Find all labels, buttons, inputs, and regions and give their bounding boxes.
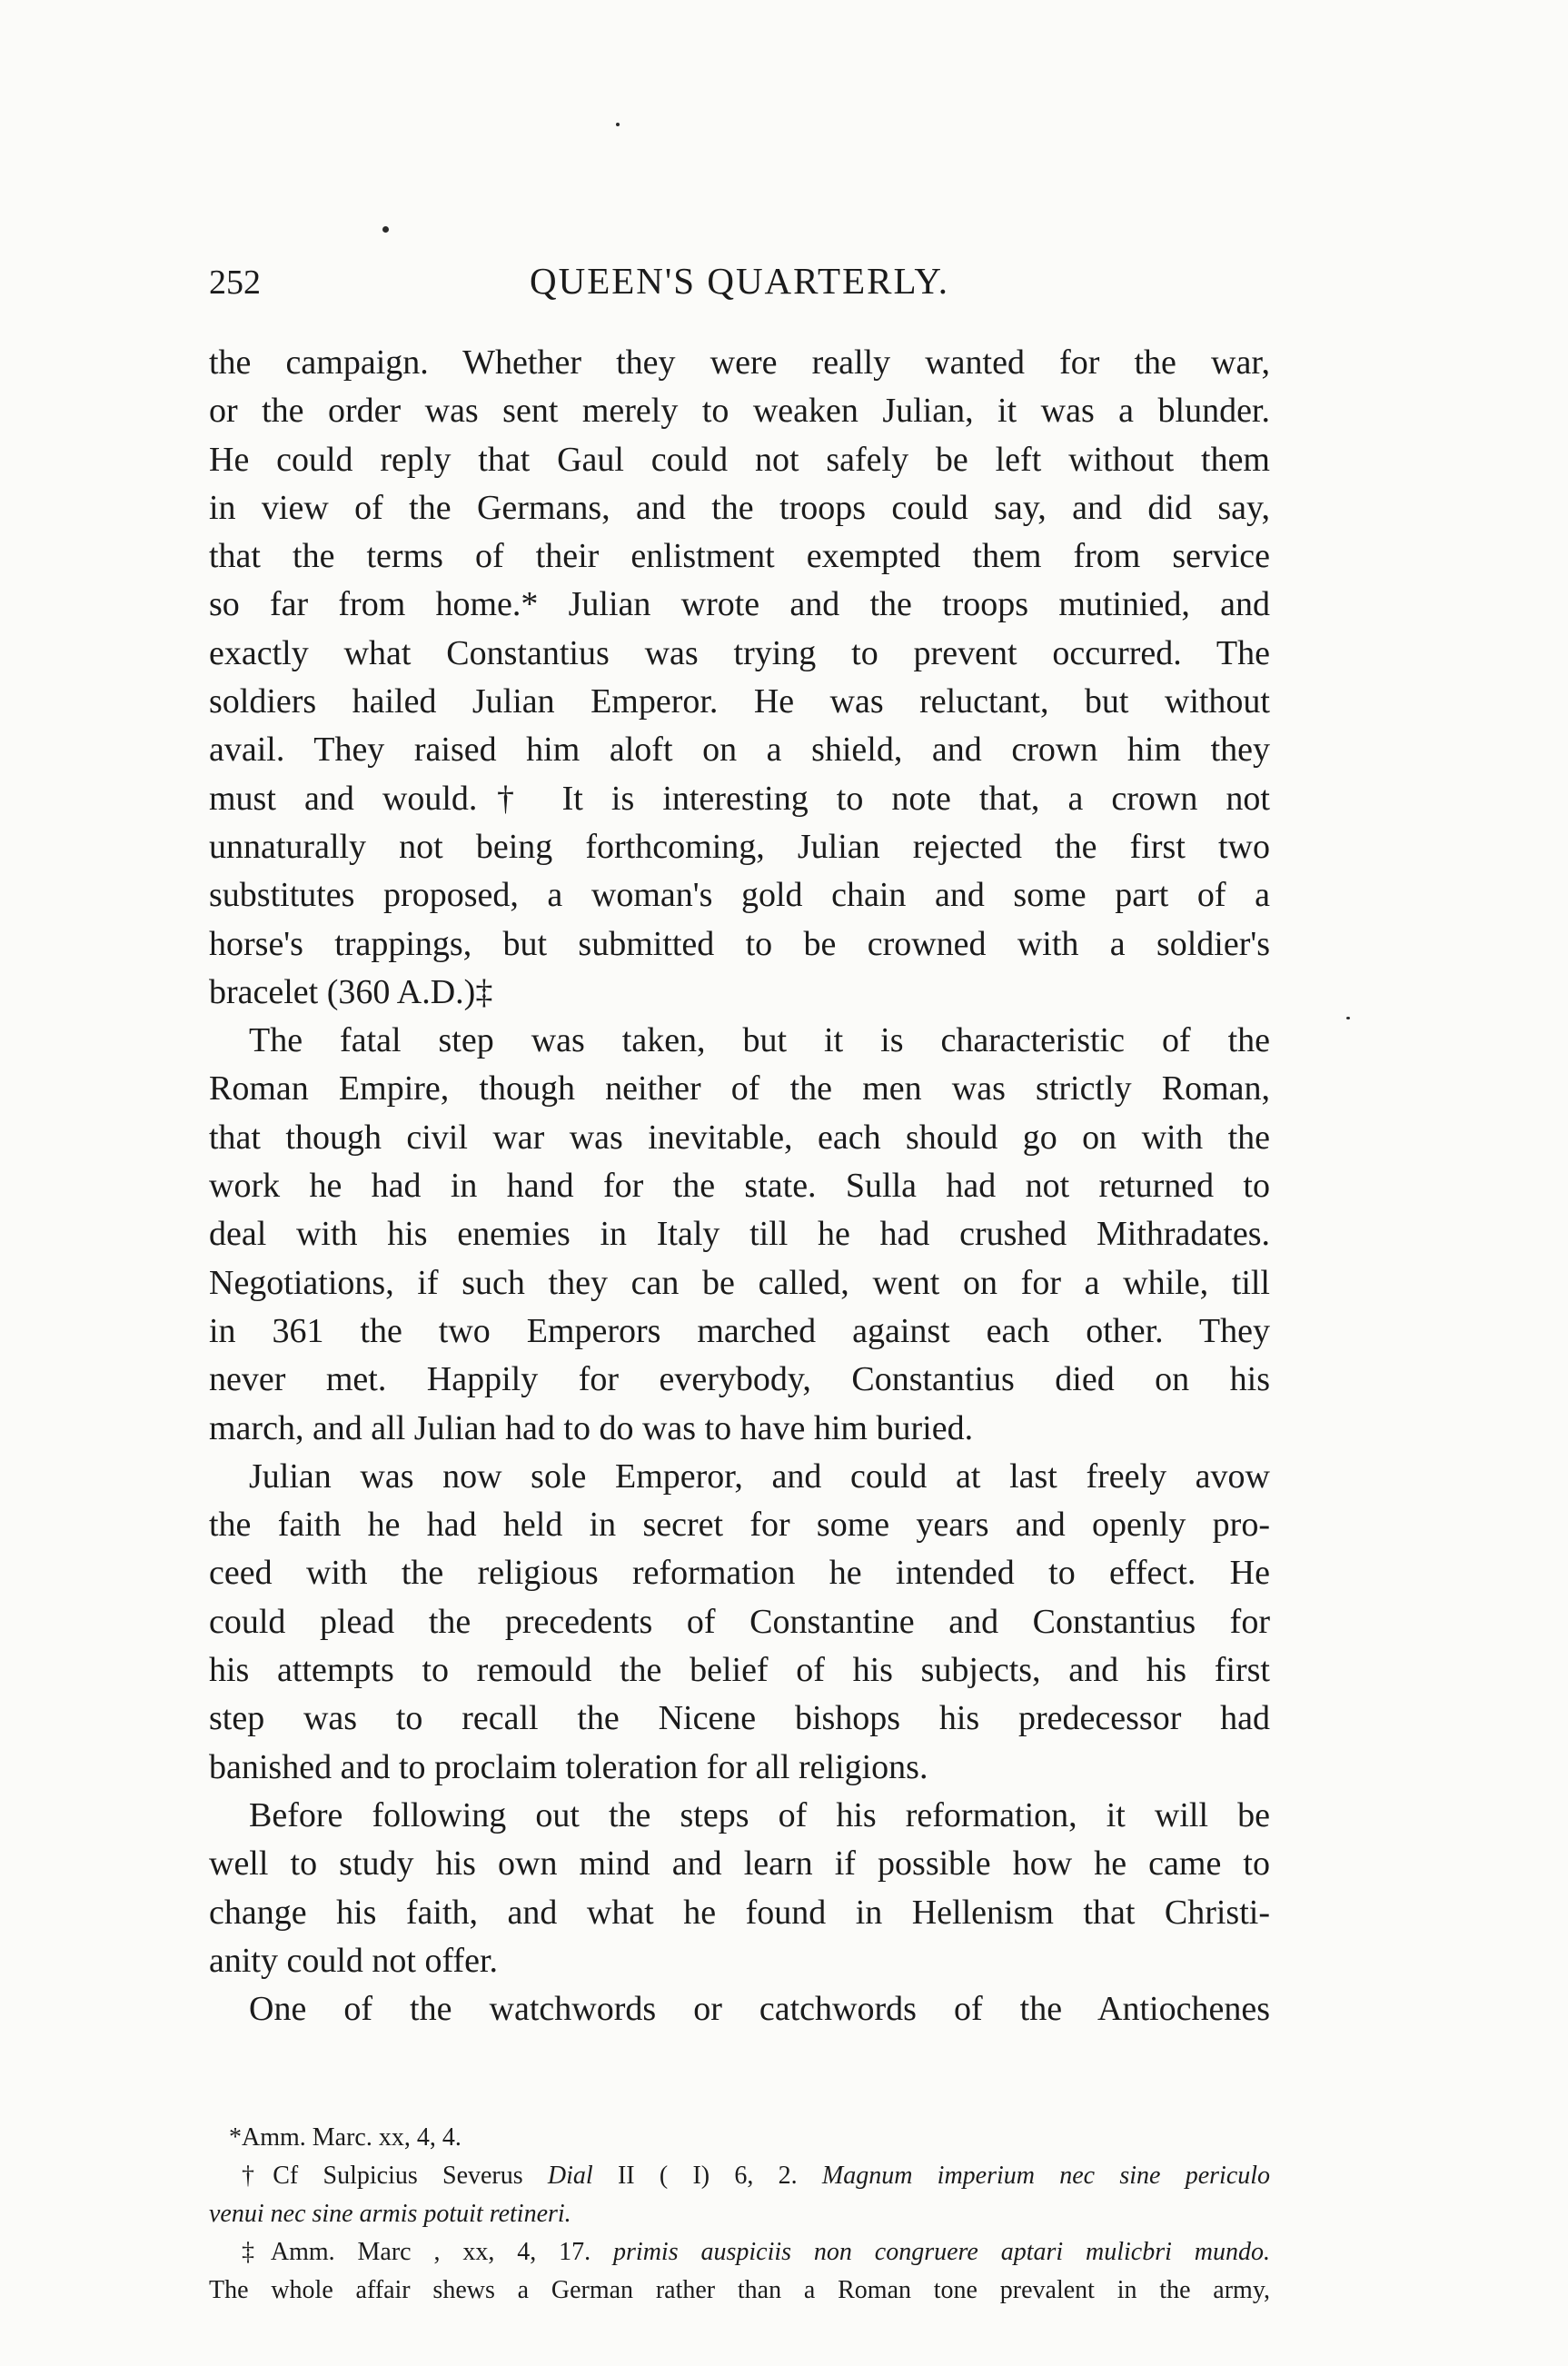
- text-line: He could reply that Gaul could not safely be left without them: [209, 440, 1270, 479]
- text-line: work he had in hand for the state. Sulla had not returned to: [209, 1167, 1270, 1206]
- text-line: ceed with the religious reformation he intended to effect. He: [209, 1554, 1270, 1593]
- footnote-1: *Amm. Marc. xx, 4, 4.: [229, 2123, 461, 2152]
- text-line: could plead the precedents of Constantine and Constantius for: [209, 1602, 1270, 1641]
- footnote-2-source: †Cf Sulpicius Severus: [242, 2162, 523, 2190]
- footnote-2-quote: Magnum imperium nec sine periculo: [821, 2162, 1270, 2190]
- text-line: that the terms of their enlistment exempted them from service: [209, 537, 1270, 576]
- text-line: so far from home.* Julian wrote and the troops mutinied, and: [209, 585, 1270, 624]
- text-line: in 361 the two Emperors marched against each other. They: [209, 1311, 1270, 1350]
- text-line: Before following out the steps of his reformation, it will be: [249, 1795, 1270, 1834]
- footnote-2-ref: II ( I) 6, 2.: [617, 2162, 798, 2190]
- page-header: [209, 259, 1270, 304]
- text-line: Julian was now sole Emperor, and could at last freely avow: [249, 1456, 1270, 1496]
- text-line: march, and all Julian had to do was to have him buried.: [209, 1408, 974, 1447]
- page-number: 252: [209, 263, 261, 302]
- text-line: One of the watchwords or catchwords of the Antiochenes: [249, 1990, 1270, 2029]
- text-line: never met. Happily for everybody, Constantius died on his: [209, 1360, 1270, 1399]
- text-line: The fatal step was taken, but it is characteristic of the: [249, 1021, 1270, 1060]
- text-line: well to study his own mind and learn if possible how he came to: [209, 1844, 1270, 1884]
- text-line: that though civil war was inevitable, each should go on with the: [209, 1118, 1270, 1157]
- footnotes: [209, 2119, 1270, 2310]
- text-line: bracelet (360 A.D.)‡: [209, 972, 493, 1011]
- text-line: Negotiations, if such they can be called, went on for a while, till: [209, 1263, 1270, 1302]
- text-line: substitutes proposed, a woman's gold chain and some part of a: [209, 876, 1270, 915]
- footnote-2-work: Dial: [547, 2162, 593, 2190]
- footnote-3: [209, 2233, 1270, 2272]
- text-line: change his faith, and what he found in Hellenism that Christi-: [209, 1893, 1270, 1932]
- text-line: Roman Empire, though neither of the men was strictly Roman,: [209, 1069, 1270, 1108]
- text-line: in view of the Germans, and the troops could say, and did say,: [209, 488, 1270, 527]
- ink-speck: [382, 226, 389, 233]
- text-line: the faith he had held in secret for some years and openly pro-: [209, 1506, 1270, 1545]
- text-line: banished and to proclaim toleration for all religions.: [209, 1747, 928, 1786]
- text-line: or the order was sent merely to weaken Julian, it was a blunder.: [209, 392, 1270, 431]
- footnote-3-continued: The whole affair shews a German rather than a Roman tone prevalent in the army,: [209, 2276, 1270, 2304]
- footnote-2-continued: [209, 2195, 1270, 2233]
- footnote-3-source: ‡Amm. Marc , xx, 4, 17.: [242, 2238, 591, 2266]
- text-line: soldiers hailed Julian Emperor. He was reluctant, but without: [209, 682, 1270, 721]
- text-line: anity could not offer.: [209, 1941, 499, 1980]
- ink-speck: [616, 123, 620, 126]
- ink-speck: [1346, 1017, 1350, 1019]
- text-line: avail. They raised him aloft on a shield, and crown him they: [209, 731, 1270, 770]
- text-line: horse's trappings, but submitted to be crowned with a soldier's: [209, 924, 1270, 963]
- body-text: [209, 339, 1270, 2033]
- footnote-2-quote-cont: venui nec sine armis potuit retineri.: [209, 2200, 571, 2228]
- text-line: deal with his enemies in Italy till he had crushed Mithradates.: [209, 1215, 1270, 1254]
- text-line: unnaturally not being forthcoming, Julian rejected the first two: [209, 827, 1270, 866]
- text-line: must and would.† It is interesting to note that, a crown not: [209, 779, 1270, 818]
- text-line: exactly what Constantius was trying to prevent occurred. The: [209, 633, 1270, 672]
- footnote-3-quote: primis auspiciis non congruere aptari mulicbri mundo.: [613, 2238, 1270, 2266]
- text-line: his attempts to remould the belief of his subjects, and his first: [209, 1651, 1270, 1690]
- text-line: the campaign. Whether they were really wanted for the war,: [209, 343, 1270, 382]
- text-line: step was to recall the Nicene bishops his predecessor had: [209, 1699, 1270, 1738]
- footnote-2: [209, 2157, 1270, 2195]
- running-title: QUEEN'S QUARTERLY.: [529, 260, 949, 302]
